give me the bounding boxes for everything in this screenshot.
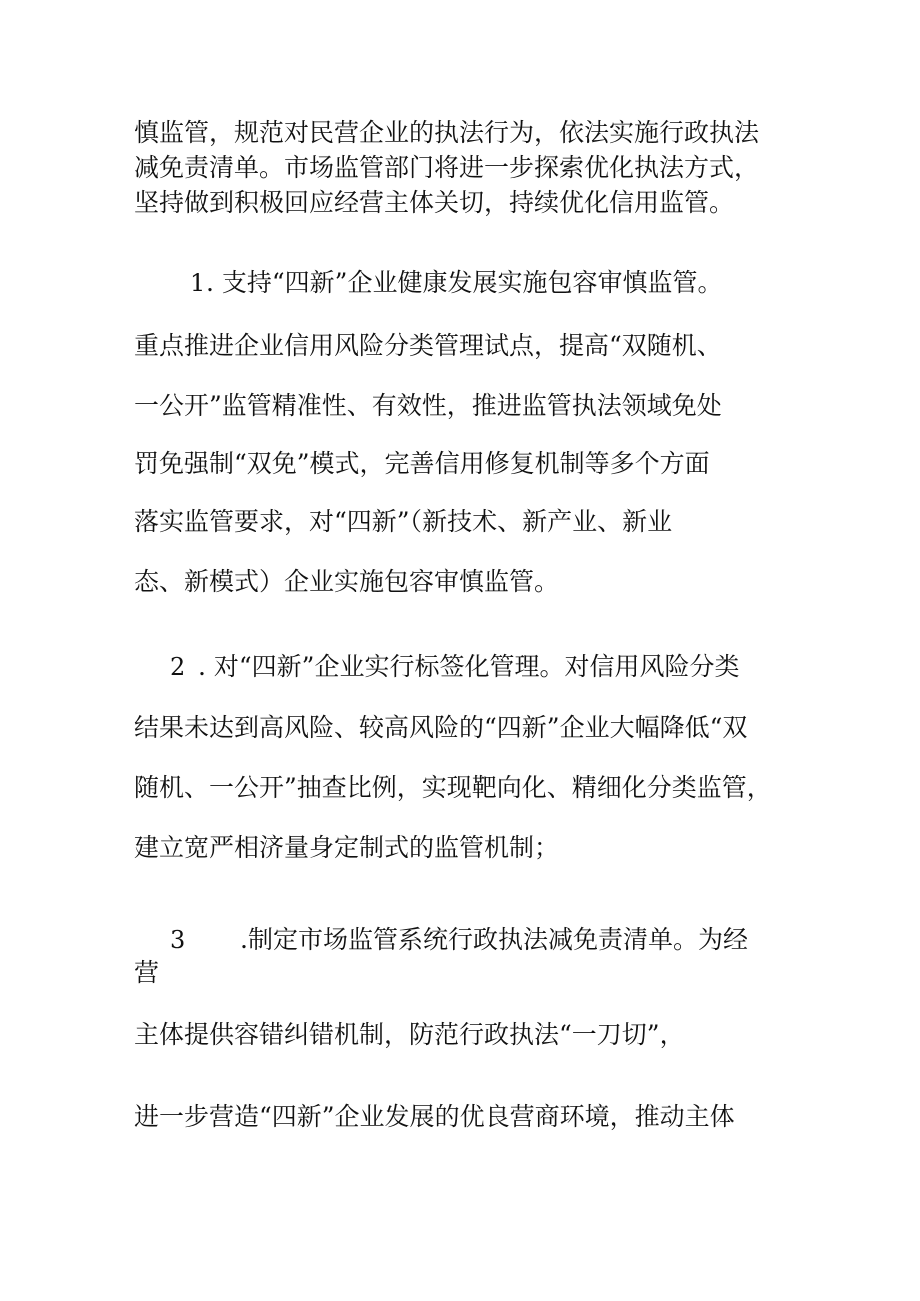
item-3-line-2: 主体提供容错纠错机制，防范行政执法“一刀切”， bbox=[134, 1020, 685, 1049]
item-2-number: 2 bbox=[170, 653, 186, 681]
paragraph-1-line-3: 坚持做到积极回应经营主体关切，持续优化信用监管。 bbox=[134, 188, 735, 217]
item-1-line-1: . 支持“四新”企业健康发展实施包容审慎监管。 bbox=[206, 268, 723, 297]
item-2-line-2: 结果未达到高风险、较高风险的“四新”企业大幅降低“双 bbox=[134, 713, 748, 742]
item-1-number: 1 bbox=[190, 269, 206, 297]
paragraph-1-line-1: 慎监管，规范对民营企业的执法行为，依法实施行政执法 bbox=[134, 118, 760, 147]
item-1-line-2: 重点推进企业信用风险分类管理试点，提高“双随机、 bbox=[134, 331, 722, 360]
item-2-line-1: . 对“四新”企业实行标签化管理。对信用风险分类 bbox=[198, 652, 740, 681]
item-1-line-5: 落实监管要求，对“四新”（新技术、新产业、新业 bbox=[134, 507, 673, 536]
item-1-line-4: 罚免强制“双免”模式，完善信用修复机制等多个方面 bbox=[134, 449, 710, 478]
item-3-line-1: .制定市场监管系统行政执法减免责清单。为经 bbox=[240, 925, 748, 954]
item-1-line-3: 一公开”监管精准性、有效性，推进监管执法领域免处 bbox=[134, 391, 722, 420]
item-2-line-4: 建立宽严相济量身定制式的监管机制； bbox=[134, 833, 560, 862]
item-3-number: 3 bbox=[170, 926, 186, 954]
item-3-line-1-wrap: 营 bbox=[134, 958, 160, 987]
item-3-line-3: 进一步营造“四新”企业发展的优良营商环境，推动主体 bbox=[134, 1102, 735, 1131]
item-2-line-3: 随机、一公开”抽查比例，实现靶向化、精细化分类监管， bbox=[134, 773, 772, 802]
item-1-line-6: 态、新模式）企业实施包容审慎监管。 bbox=[134, 567, 560, 596]
paragraph-1-line-2: 减免责清单。市场监管部门将进一步探索优化执法方式， bbox=[134, 153, 760, 182]
